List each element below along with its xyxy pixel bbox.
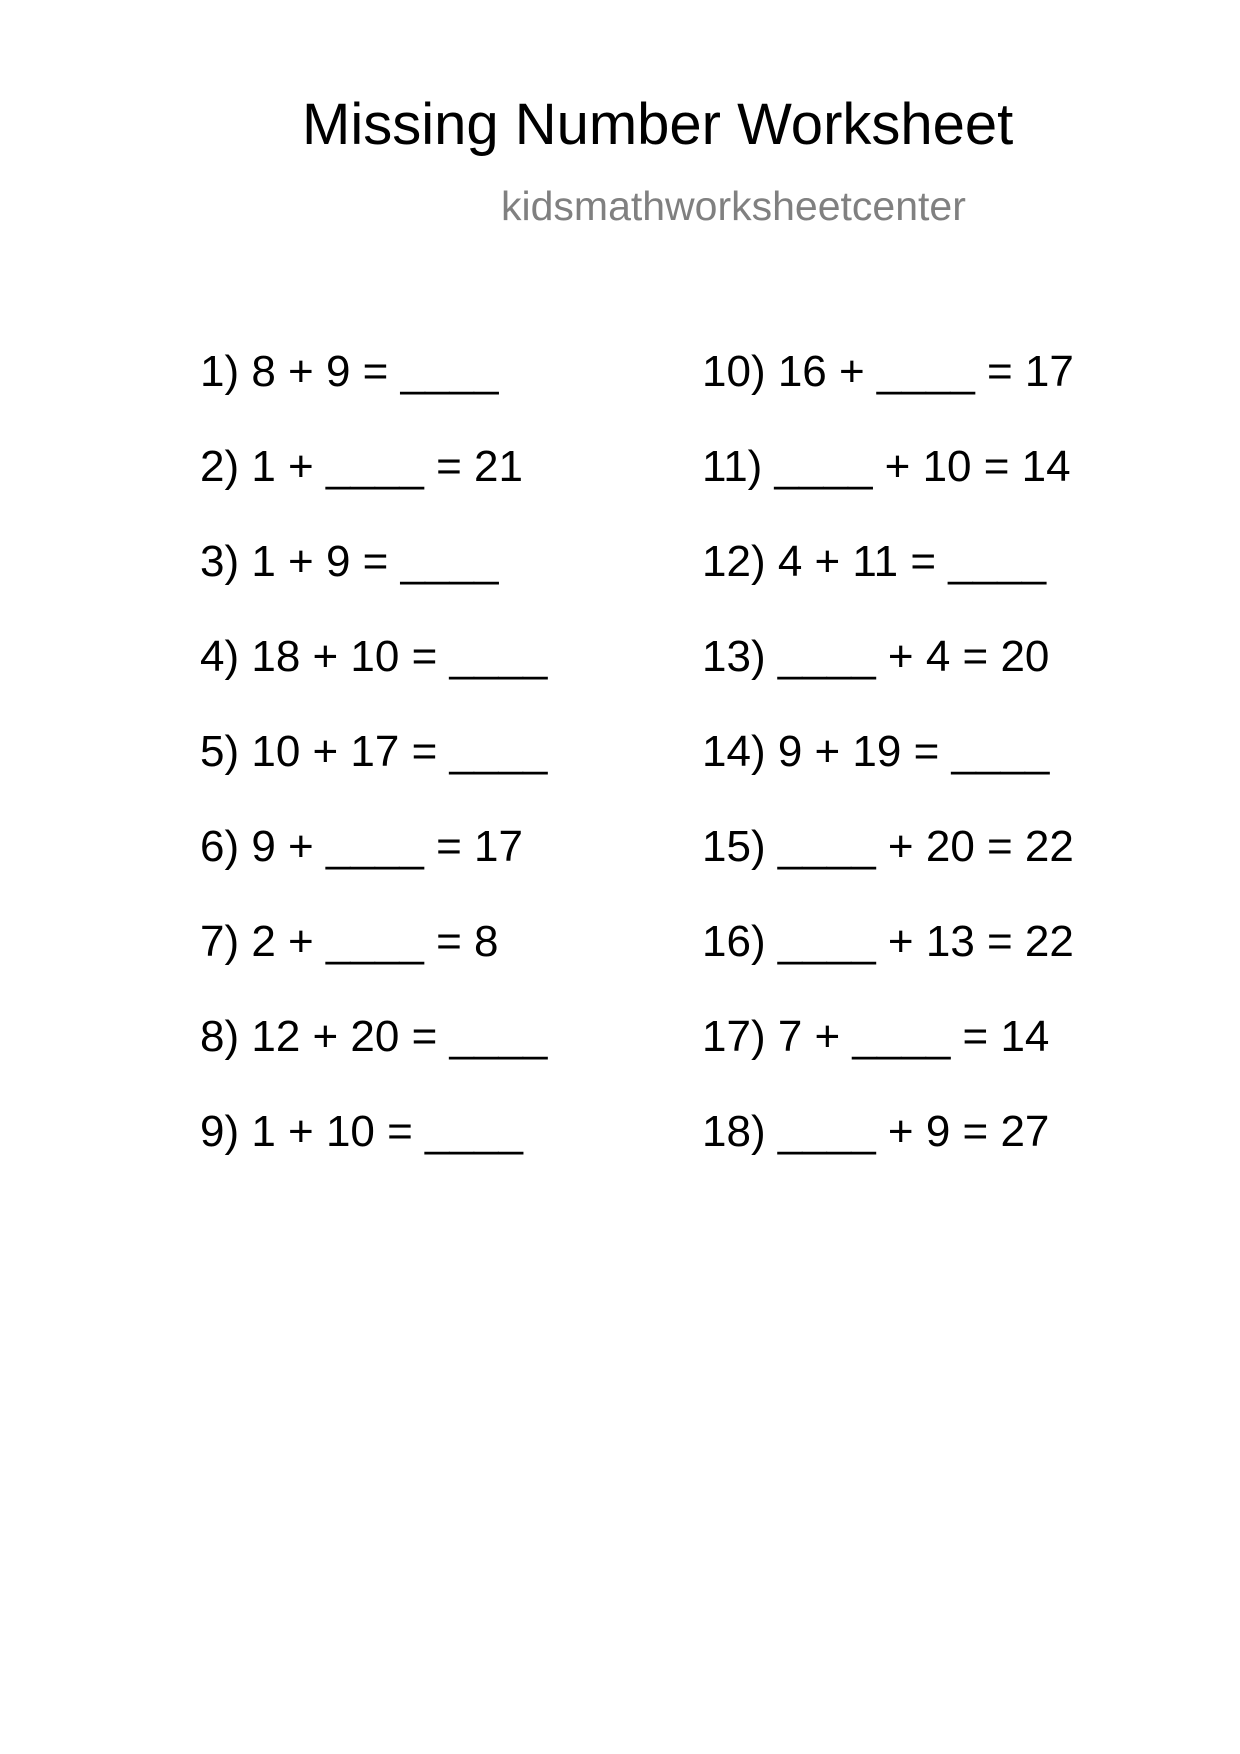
worksheet-source: kidsmathworksheetcenter	[501, 183, 966, 229]
problem-16: 16) ____ + 13 = 22	[702, 917, 1074, 966]
problem-13: 13) ____ + 4 = 20	[702, 632, 1050, 681]
problem-8: 8) 12 + 20 = ____	[200, 1012, 548, 1061]
problem-18: 18) ____ + 9 = 27	[702, 1107, 1050, 1156]
problem-17: 17) 7 + ____ = 14	[702, 1012, 1050, 1061]
problem-2: 2) 1 + ____ = 21	[200, 442, 523, 491]
problem-4: 4) 18 + 10 = ____	[200, 632, 548, 681]
problem-column-left	[200, 347, 548, 1205]
problem-11: 11) ____ + 10 = 14	[702, 442, 1071, 491]
problem-14: 14) 9 + 19 = ____	[702, 727, 1050, 776]
problem-12: 12) 4 + 11 = ____	[702, 537, 1047, 586]
problem-6: 6) 9 + ____ = 17	[200, 822, 523, 871]
problem-15: 15) ____ + 20 = 22	[702, 822, 1074, 871]
problem-5: 5) 10 + 17 = ____	[200, 727, 548, 776]
problem-7: 7) 2 + ____ = 8	[200, 917, 499, 966]
problem-9: 9) 1 + 10 = ____	[200, 1107, 523, 1156]
worksheet-title: Missing Number Worksheet	[302, 92, 1014, 157]
problem-1: 1) 8 + 9 = ____	[200, 347, 499, 396]
problem-10: 10) 16 + ____ = 17	[702, 347, 1074, 396]
problem-3: 3) 1 + 9 = ____	[200, 537, 499, 586]
problem-column-right	[702, 347, 1074, 1205]
